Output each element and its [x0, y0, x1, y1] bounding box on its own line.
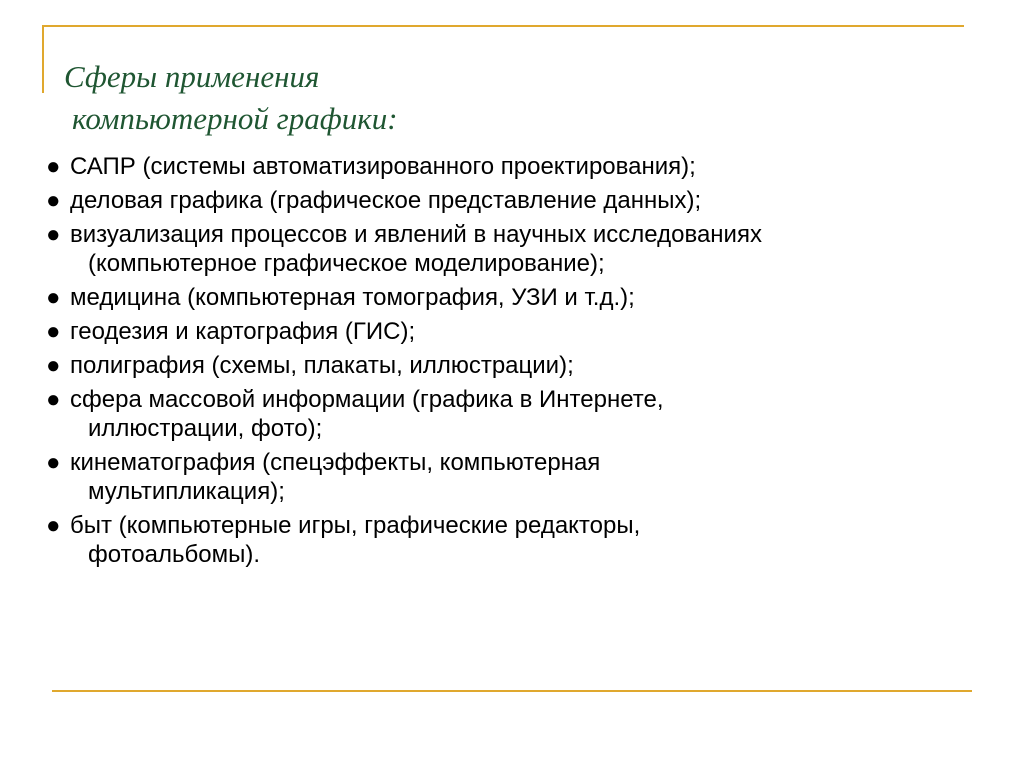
list-item-text: сфера массовой информации (графика в Интернете, — [70, 386, 664, 413]
list-item-continuation: мультипликация); — [88, 478, 285, 505]
bullet-icon: ● — [46, 153, 61, 180]
list-item — [46, 186, 976, 215]
list-item-continuation: (компьютерное графическое моделирование); — [88, 250, 605, 277]
bullet-list — [46, 152, 976, 574]
bottom-divider — [52, 690, 972, 692]
list-item — [46, 448, 976, 506]
list-item-text: полиграфия (схемы, плакаты, иллюстрации); — [70, 352, 574, 379]
list-item-text: визуализация процессов и явлений в научных исследованиях — [70, 221, 762, 248]
bullet-icon: ● — [46, 284, 61, 311]
list-item — [46, 220, 976, 278]
list-item-continuation: иллюстрации, фото); — [88, 415, 323, 442]
list-item-text: деловая графика (графическое представление данных); — [70, 187, 702, 214]
bullet-icon: ● — [46, 187, 61, 214]
list-item-text: медицина (компьютерная томография, УЗИ и т.д.); — [70, 284, 635, 311]
left-divider — [42, 25, 44, 93]
title-line-2: компьютерной графики: — [72, 101, 398, 136]
list-item-text: быт (компьютерные игры, графические редакторы, — [70, 512, 641, 539]
bullet-icon: ● — [46, 221, 61, 248]
title-line-1: Сферы применения — [64, 59, 320, 94]
bullet-icon: ● — [46, 386, 61, 413]
list-item-text: САПР (системы автоматизированного проектирования); — [70, 153, 696, 180]
bullet-icon: ● — [46, 449, 61, 476]
list-item-text: геодезия и картография (ГИС); — [70, 318, 416, 345]
bullet-icon: ● — [46, 512, 61, 539]
list-item — [46, 351, 976, 380]
list-item — [46, 283, 976, 312]
list-item-text: кинематография (спецэффекты, компьютерная — [70, 449, 601, 476]
bullet-icon: ● — [46, 352, 61, 379]
list-item-continuation: фотоальбомы). — [88, 541, 260, 568]
list-item — [46, 511, 976, 569]
top-divider — [42, 25, 964, 27]
list-item — [46, 152, 976, 181]
list-item — [46, 385, 976, 443]
slide-title — [64, 56, 398, 140]
list-item — [46, 317, 976, 346]
bullet-icon: ● — [46, 318, 61, 345]
